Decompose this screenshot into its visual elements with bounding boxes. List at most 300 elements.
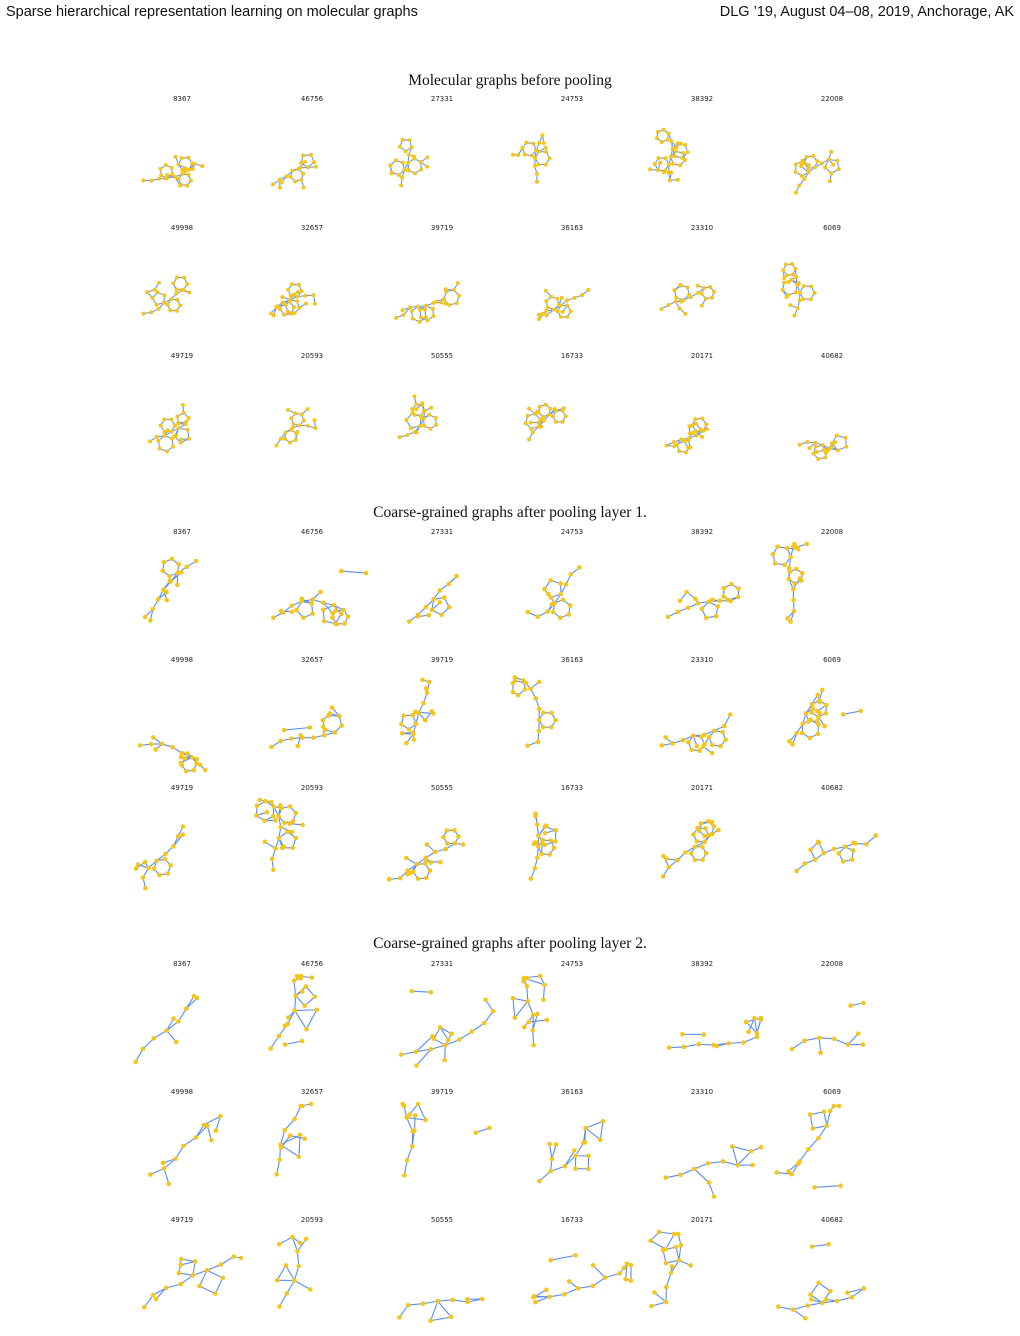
graph-node xyxy=(439,613,444,618)
graph-node xyxy=(828,1109,833,1114)
graph-node xyxy=(749,1149,754,1154)
graph-node xyxy=(707,1180,712,1185)
graph-node xyxy=(808,1292,813,1297)
graph-node xyxy=(667,865,672,870)
graph-panel xyxy=(637,1088,767,1208)
graph-node xyxy=(456,834,461,839)
graph-id-label: 23310 xyxy=(637,656,767,664)
graph-node xyxy=(539,852,544,857)
graph-node xyxy=(569,572,574,577)
graph-node xyxy=(817,700,822,705)
graph-node xyxy=(704,422,708,426)
graph-node xyxy=(443,302,447,306)
graph-node xyxy=(364,571,369,576)
graph-drawing xyxy=(117,1088,247,1208)
graph-edge xyxy=(412,991,431,992)
graph-panel xyxy=(507,352,637,472)
graph-node xyxy=(691,832,696,837)
graph-node xyxy=(693,858,698,863)
graph-drawing xyxy=(507,224,637,344)
graph-node xyxy=(702,840,707,845)
graph-node xyxy=(516,153,520,157)
graph-node xyxy=(193,162,197,166)
graph-node xyxy=(535,1012,540,1017)
graph-node xyxy=(790,742,795,747)
graph-node xyxy=(576,1286,581,1291)
graph-node xyxy=(792,314,796,318)
graph-node xyxy=(696,284,700,288)
graph-id-label: 20593 xyxy=(247,352,377,360)
graph-node xyxy=(309,1102,314,1107)
graph-panel xyxy=(377,352,507,472)
graph-node xyxy=(321,607,326,612)
graph-node xyxy=(832,847,837,852)
graph-node xyxy=(174,291,178,295)
graph-node xyxy=(744,1020,749,1025)
graph-node xyxy=(413,710,418,715)
graph-node xyxy=(813,441,817,445)
graph-node xyxy=(694,422,698,426)
graph-node xyxy=(423,308,427,312)
graph-node xyxy=(697,748,702,753)
graph-panel xyxy=(507,224,637,344)
graph-node xyxy=(653,162,657,166)
graph-node xyxy=(205,1268,210,1273)
section-title-pooling-layer-1: Coarse-grained graphs after pooling layer 1. xyxy=(0,504,1020,522)
graph-node xyxy=(520,146,524,150)
section-title-before-pooling: Molecular graphs before pooling xyxy=(0,72,1020,90)
graph-edge xyxy=(281,1145,299,1157)
graph-id-label: 24753 xyxy=(507,960,637,968)
graph-node xyxy=(549,711,554,716)
graph-node xyxy=(824,1297,829,1302)
graph-node xyxy=(552,601,557,606)
graph-node xyxy=(177,177,181,181)
graph-edge xyxy=(294,1280,310,1289)
graph-drawing xyxy=(247,1088,377,1208)
graph-node xyxy=(750,1163,755,1168)
graph-node xyxy=(410,309,414,313)
graph-node xyxy=(679,284,683,288)
graph-node xyxy=(401,161,405,165)
graph-node xyxy=(156,439,160,443)
graph-node xyxy=(394,158,398,162)
graph-node xyxy=(535,855,540,860)
graph-node xyxy=(421,1301,426,1306)
graph-node xyxy=(693,845,698,850)
graph-node xyxy=(547,852,552,857)
graph-node xyxy=(681,738,686,743)
graph-node xyxy=(702,733,707,738)
graph-node xyxy=(803,861,808,866)
graph-node xyxy=(416,305,420,309)
graph-node xyxy=(184,166,188,170)
graph-node xyxy=(419,160,423,164)
graph-node xyxy=(165,173,169,177)
graph-id-label: 39719 xyxy=(377,224,507,232)
graph-node xyxy=(666,615,671,620)
graph-panel xyxy=(507,784,637,904)
graph-node xyxy=(673,288,677,292)
graph-node xyxy=(845,1290,850,1295)
graph-node xyxy=(513,678,518,683)
graph-node xyxy=(781,288,785,292)
graph-node xyxy=(154,858,159,863)
graph-node xyxy=(151,296,155,300)
graph-id-label: 6069 xyxy=(767,1088,897,1096)
graph-node xyxy=(404,741,409,746)
graph-node xyxy=(270,857,275,862)
graph-node xyxy=(525,999,530,1004)
graph-node xyxy=(346,614,351,619)
graph-panel xyxy=(117,1216,247,1336)
graph-drawing xyxy=(507,784,637,904)
graph-drawing xyxy=(507,95,637,215)
graph-node xyxy=(452,828,457,833)
graph-node xyxy=(800,571,805,576)
graph-node xyxy=(280,180,284,184)
graph-node xyxy=(674,145,678,149)
graph-node xyxy=(268,1046,273,1051)
graph-node xyxy=(771,552,776,557)
graph-node xyxy=(300,989,305,994)
graph-node xyxy=(820,1301,825,1306)
graph-node xyxy=(404,149,408,153)
graph-node xyxy=(561,597,566,602)
graph-node xyxy=(815,719,820,724)
graph-node xyxy=(531,1013,536,1018)
graph-node xyxy=(397,1315,402,1320)
graph-node xyxy=(158,446,162,450)
graph-node xyxy=(438,588,443,593)
graph-node xyxy=(231,1254,236,1259)
graph-node xyxy=(181,832,186,837)
graph-node xyxy=(794,162,798,166)
graph-node xyxy=(290,282,294,286)
graph-node xyxy=(673,154,677,158)
graph-node xyxy=(695,839,700,844)
graph-node xyxy=(181,824,186,829)
graph-node xyxy=(422,424,426,428)
graph-node xyxy=(818,1050,823,1055)
graph-node xyxy=(185,184,189,188)
graph-node xyxy=(544,289,548,293)
graph-node xyxy=(696,291,700,295)
graph-node xyxy=(312,293,316,297)
graph-node xyxy=(418,424,422,428)
graph-id-label: 20171 xyxy=(637,352,767,360)
graph-node xyxy=(171,1016,176,1021)
graph-node xyxy=(809,284,813,288)
graph-node xyxy=(424,605,429,610)
graph-panel xyxy=(247,95,377,215)
graph-node xyxy=(141,178,145,182)
graph-edge xyxy=(551,1255,576,1260)
graph-id-label: 36163 xyxy=(507,656,637,664)
graph-node xyxy=(299,976,304,981)
graph-node xyxy=(428,427,432,431)
graph-node xyxy=(473,1130,478,1135)
graph-node xyxy=(841,712,846,717)
graph-node xyxy=(675,610,680,615)
graph-node xyxy=(811,154,815,158)
graph-node xyxy=(710,820,715,825)
graph-node xyxy=(491,1009,496,1014)
graph-node xyxy=(823,165,827,169)
graph-node xyxy=(850,857,855,862)
graph-node xyxy=(573,1153,578,1158)
graph-node xyxy=(286,408,290,412)
graph-drawing xyxy=(507,1088,637,1208)
graph-node xyxy=(544,403,548,407)
graph-node xyxy=(752,1016,757,1021)
graph-node xyxy=(829,150,833,154)
graph-node xyxy=(710,743,715,748)
graph-node xyxy=(663,1175,668,1180)
graph-node xyxy=(194,559,199,564)
graph-drawing xyxy=(767,1216,897,1336)
graph-node xyxy=(180,288,184,292)
graph-node xyxy=(198,763,203,768)
graph-node xyxy=(800,722,805,727)
graph-node xyxy=(418,308,422,312)
graph-drawing xyxy=(767,528,897,648)
graph-edge xyxy=(284,727,310,730)
graph-node xyxy=(445,828,450,833)
graph-id-label: 38392 xyxy=(637,528,767,536)
graph-drawing xyxy=(767,224,897,344)
graph-node xyxy=(535,409,539,413)
graph-node xyxy=(689,295,693,299)
graph-node xyxy=(537,680,542,685)
graph-node xyxy=(807,170,811,174)
graph-node xyxy=(810,706,815,711)
graph-node xyxy=(537,718,542,723)
graph-node xyxy=(289,736,294,741)
graph-node xyxy=(239,1256,244,1261)
graph-id-label: 16733 xyxy=(507,352,637,360)
graph-node xyxy=(288,440,292,444)
graph-node xyxy=(548,578,553,583)
graph-id-label: 50555 xyxy=(377,1216,507,1224)
graph-node xyxy=(405,433,409,437)
graph-node xyxy=(312,160,316,164)
graph-node xyxy=(775,544,780,549)
graph-node xyxy=(826,1242,831,1247)
graph-node xyxy=(184,769,189,774)
graph-id-label: 22008 xyxy=(767,960,897,968)
graph-node xyxy=(165,449,169,453)
graph-node xyxy=(666,138,670,142)
graph-node xyxy=(168,578,173,583)
graph-node xyxy=(263,799,268,804)
graph-id-label: 32657 xyxy=(247,1088,377,1096)
graph-node xyxy=(567,612,572,617)
graph-node xyxy=(209,1138,214,1143)
graph-node xyxy=(174,155,178,159)
graph-node xyxy=(278,739,283,744)
graph-node xyxy=(802,1038,807,1043)
graph-node xyxy=(414,1049,419,1054)
graph-node xyxy=(301,172,305,176)
graph-node xyxy=(550,1157,555,1162)
graph-node xyxy=(782,280,786,284)
graph-node xyxy=(162,1166,167,1171)
graph-edge xyxy=(732,1146,737,1165)
graph-node xyxy=(551,414,555,418)
graph-node xyxy=(281,300,285,304)
graph-node xyxy=(560,420,564,424)
graph-node xyxy=(277,1034,282,1039)
graph-node xyxy=(173,1156,178,1161)
graph-node xyxy=(541,725,546,730)
graph-node xyxy=(419,167,423,171)
graph-node xyxy=(531,430,535,434)
graph-node xyxy=(532,1294,537,1299)
graph-node xyxy=(202,1123,207,1128)
graph-node xyxy=(279,609,284,614)
graph-node xyxy=(151,1293,156,1298)
graph-node xyxy=(790,262,794,266)
graph-id-label: 40682 xyxy=(767,1216,897,1224)
graph-node xyxy=(835,159,839,163)
graph-node xyxy=(559,304,563,308)
graph-panel xyxy=(767,960,897,1080)
graph-node xyxy=(691,734,696,739)
graph-node xyxy=(525,141,529,145)
graph-node xyxy=(835,1299,840,1304)
graph-node xyxy=(699,606,704,611)
graph-id-label: 38392 xyxy=(637,960,767,968)
graph-drawing xyxy=(767,352,897,472)
graph-edge xyxy=(586,1121,603,1128)
graph-node xyxy=(728,712,733,717)
graph-node xyxy=(832,1037,837,1042)
graph-node xyxy=(794,869,799,874)
graph-node xyxy=(399,722,404,727)
graph-node xyxy=(829,445,833,449)
graph-node xyxy=(424,876,429,881)
graph-node xyxy=(141,875,146,880)
graph-node xyxy=(410,1129,415,1134)
graph-node xyxy=(149,179,153,183)
graph-node xyxy=(678,307,682,311)
graph-node xyxy=(572,1148,577,1153)
graph-node xyxy=(293,411,297,415)
graph-node xyxy=(702,1032,707,1037)
graph-node xyxy=(548,838,553,843)
graph-node xyxy=(565,298,569,302)
graph-node xyxy=(298,1241,303,1246)
graph-panel xyxy=(377,95,507,215)
graph-node xyxy=(398,876,403,881)
graph-node xyxy=(828,1289,833,1294)
graph-node xyxy=(682,1045,687,1050)
graph-id-label: 46756 xyxy=(247,95,377,103)
graph-node xyxy=(309,601,314,606)
graph-drawing xyxy=(767,960,897,1080)
graph-node xyxy=(302,186,306,190)
graph-node xyxy=(157,281,161,285)
graph-node xyxy=(335,622,340,627)
graph-node xyxy=(583,1126,588,1131)
graph-node xyxy=(402,313,406,317)
graph-node xyxy=(546,306,550,310)
graph-node xyxy=(824,1123,829,1128)
graph-drawing xyxy=(377,224,507,344)
graph-drawing xyxy=(637,656,767,776)
graph-node xyxy=(165,598,170,603)
graph-node xyxy=(694,429,698,433)
graph-node xyxy=(218,1114,223,1119)
graph-drawing xyxy=(117,784,247,904)
graph-node xyxy=(794,731,799,736)
graph-node xyxy=(175,571,180,576)
graph-id-label: 49719 xyxy=(117,352,247,360)
graph-node xyxy=(678,163,682,167)
graph-node xyxy=(559,315,563,319)
graph-node xyxy=(791,587,796,592)
graph-node xyxy=(185,751,190,756)
graph-node xyxy=(300,1039,305,1044)
graph-node xyxy=(431,711,436,716)
graph-node xyxy=(836,448,840,452)
graph-node xyxy=(289,312,293,316)
graph-node xyxy=(187,173,191,177)
graph-node xyxy=(416,1102,421,1107)
graph-node xyxy=(676,1232,681,1237)
graph-panel xyxy=(767,95,897,215)
graph-node xyxy=(527,407,531,411)
graph-drawing xyxy=(637,784,767,904)
graph-node xyxy=(784,263,788,267)
graph-node xyxy=(442,297,446,301)
graph-node xyxy=(332,603,337,608)
graph-node xyxy=(562,406,566,410)
graph-node xyxy=(154,303,158,307)
graph-node xyxy=(175,309,179,313)
graph-node xyxy=(696,1042,701,1047)
graph-node xyxy=(567,1279,572,1284)
graph-node xyxy=(283,1024,288,1029)
graph-panel xyxy=(377,960,507,1080)
graph-edge xyxy=(431,1301,438,1320)
graph-node xyxy=(548,407,552,411)
graph-node xyxy=(554,420,558,424)
graph-node xyxy=(152,1036,157,1041)
graph-node xyxy=(671,162,675,166)
graph-node xyxy=(310,597,315,602)
graph-node xyxy=(659,307,663,311)
graph-panel xyxy=(117,528,247,648)
graph-node xyxy=(162,430,166,434)
graph-node xyxy=(321,600,326,605)
graph-node xyxy=(193,1259,198,1264)
graph-panel xyxy=(767,784,897,904)
graph-node xyxy=(721,594,726,599)
graph-node xyxy=(168,863,173,868)
graph-node xyxy=(535,172,539,176)
graph-node xyxy=(299,597,304,602)
graph-node xyxy=(712,824,717,829)
graph-node xyxy=(622,1266,627,1271)
graph-node xyxy=(176,834,181,839)
graph-node xyxy=(294,836,299,841)
graph-node xyxy=(524,681,529,686)
graph-node xyxy=(714,1044,719,1049)
graph-node xyxy=(798,443,802,447)
graph-node xyxy=(142,1305,147,1310)
